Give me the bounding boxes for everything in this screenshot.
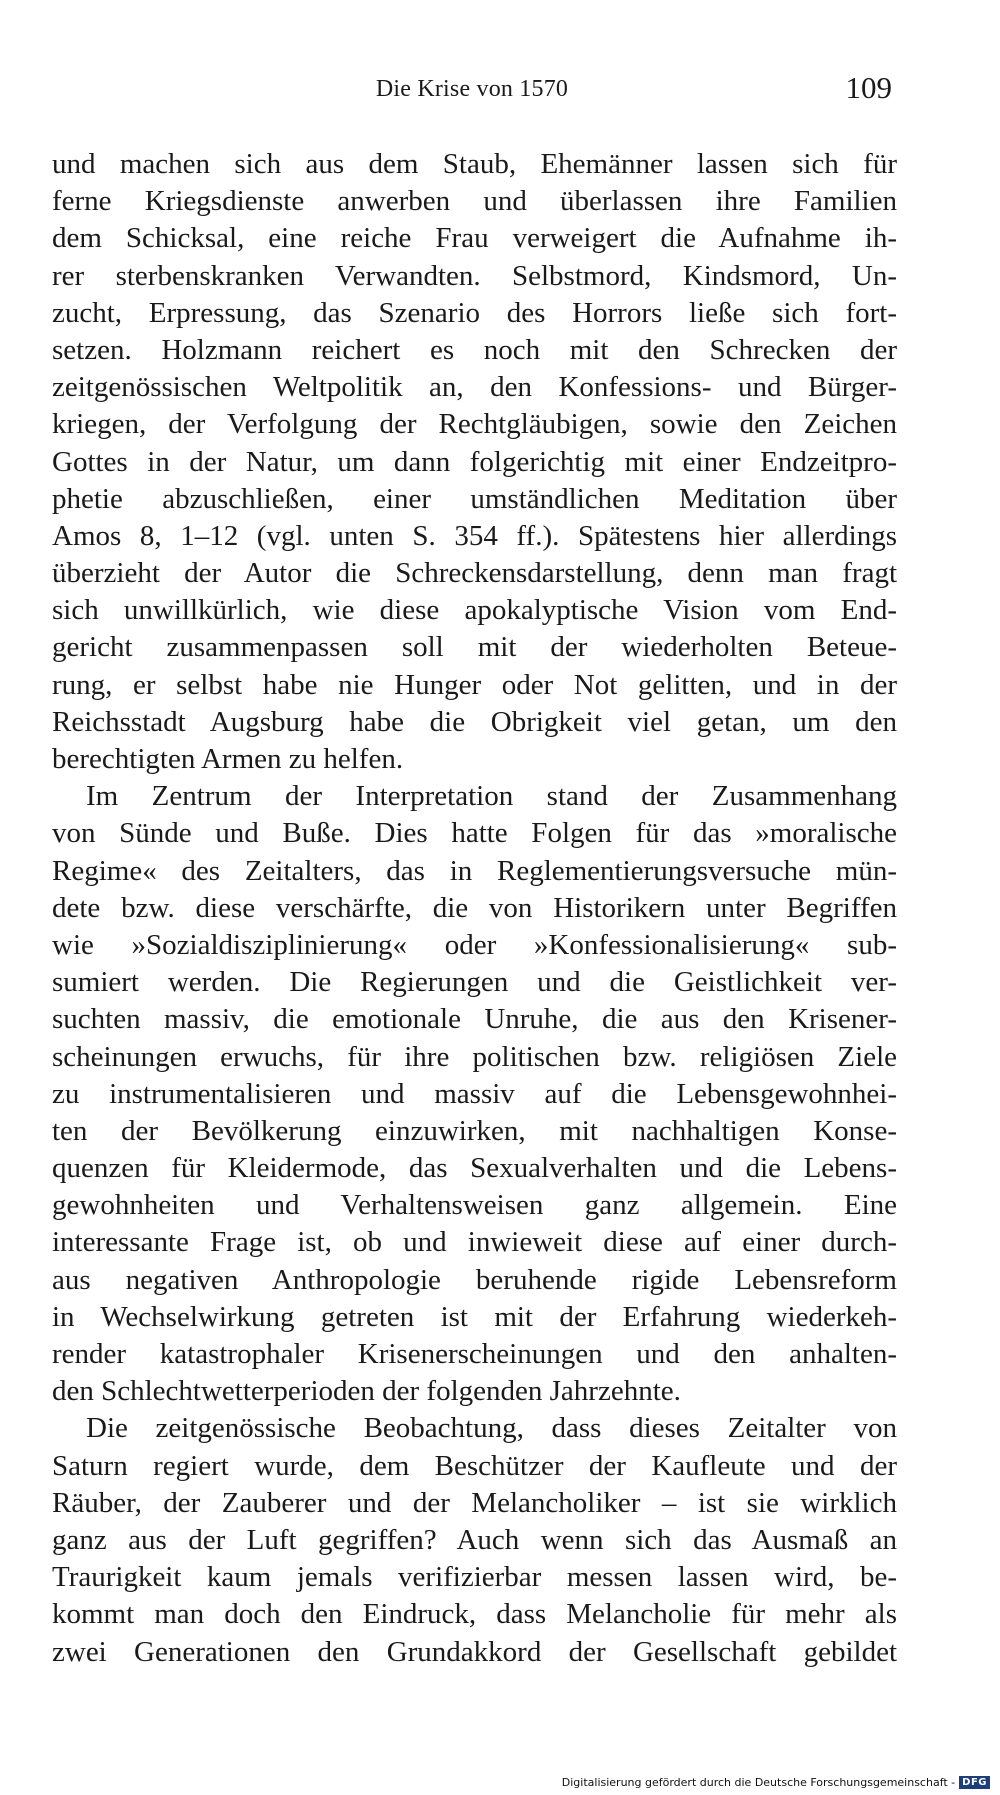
text-line: von Sünde und Buße. Dies hatte Folgen für das »moralische <box>52 817 897 850</box>
running-title: Die Krise von 1570 <box>375 76 569 102</box>
credit-text: Digitalisierung gefördert durch die Deutsche Forschungsgemeinschaft - <box>561 1776 956 1789</box>
text-line: ten der Bevölkerung einzuwirken, mit nachhaltigen Konse- <box>52 1114 897 1147</box>
text-line: wie »Sozialdisziplinierung« oder »Konfessionalisierung« sub- <box>52 928 897 961</box>
text-line: scheinungen erwuchs, für ihre politischen bzw. religiösen Ziele <box>52 1040 897 1073</box>
text-line: rung, er selbst habe nie Hunger oder Not gelitten, und in der <box>52 668 897 701</box>
text-line: kommt man doch den Eindruck, dass Melancholie für mehr als <box>52 1598 897 1631</box>
body-text <box>52 146 897 1671</box>
text-line: Traurigkeit kaum jemals verifizierbar messen lassen wird, be- <box>52 1561 897 1594</box>
text-line: ferne Kriegsdienste anwerben und überlassen ihre Familien <box>52 185 897 218</box>
text-line: gewohnheiten und Verhaltensweisen ganz allgemein. Eine <box>52 1189 897 1222</box>
text-line: und machen sich aus dem Staub, Ehemänner lassen sich für <box>52 148 897 180</box>
text-line: Saturn regiert wurde, dem Beschützer der Kaufleute und der <box>52 1449 897 1482</box>
text-line: phetie abzuschließen, einer umständlichen Meditation über <box>52 482 897 515</box>
text-line: zu instrumentalisieren und massiv auf die Lebensgewohnhei- <box>52 1077 897 1110</box>
text-line: suchten massiv, die emotionale Unruhe, die aus den Krisener- <box>52 1003 897 1036</box>
text-line: quenzen für Kleidermode, das Sexualverhalten und die Lebens- <box>52 1152 897 1185</box>
paragraph-start-line: Die zeitgenössische Beobachtung, dass dieses Zeitalter von <box>86 1412 897 1445</box>
text-line: Räuber, der Zauberer und der Melancholiker – ist sie wirklich <box>52 1486 897 1519</box>
text-line: interessante Frage ist, ob und inwieweit diese auf einer durch- <box>52 1226 897 1259</box>
text-line: kriegen, der Verfolgung der Rechtgläubigen, sowie den Zeichen <box>52 408 897 441</box>
paragraph-end-line: berechtigten Armen zu helfen. <box>52 743 404 775</box>
running-head <box>52 70 892 110</box>
text-line: überzieht der Autor die Schreckensdarstellung, denn man fragt <box>52 557 897 590</box>
text-line: zeitgenössischen Weltpolitik an, den Konfessions- und Bürger- <box>52 371 897 404</box>
text-line: dete bzw. diese verschärfte, die von Historikern unter Begriffen <box>52 891 897 924</box>
text-line: Regime« des Zeitalters, das in Reglementierungsversuche mün- <box>52 854 897 887</box>
paragraph-start-line: Im Zentrum der Interpretation stand der Zusammenhang <box>86 780 897 813</box>
text-line: Reichsstadt Augsburg habe die Obrigkeit viel getan, um den <box>52 705 897 738</box>
page-number: 109 <box>845 70 892 105</box>
text-line: gericht zusammenpassen soll mit der wiederholten Beteue- <box>52 631 897 664</box>
text-line: Amos 8, 1–12 (vgl. unten S. 354 ff.). Spätestens hier allerdings <box>52 519 897 552</box>
text-line: sumiert werden. Die Regierungen und die Geistlichkeit ver- <box>52 966 897 999</box>
dfg-logo: DFG <box>959 1776 990 1789</box>
text-line: zucht, Erpressung, das Szenario des Horrors ließe sich fort- <box>52 296 897 329</box>
text-line: ganz aus der Luft gegriffen? Auch wenn sich das Ausmaß an <box>52 1523 897 1556</box>
text-line: aus negativen Anthropologie beruhende rigide Lebensreform <box>52 1263 897 1296</box>
text-line: in Wechselwirkung getreten ist mit der Erfahrung wiederkeh- <box>52 1300 897 1333</box>
text-line: rer sterbenskranken Verwandten. Selbstmord, Kindsmord, Un- <box>52 259 897 292</box>
digitization-credit <box>562 1776 990 1789</box>
paragraph-end-line: den Schlechtwetterperioden der folgenden Jahrzehnte. <box>52 1375 681 1408</box>
text-line: setzen. Holzmann reichert es noch mit den Schrecken der <box>52 333 897 366</box>
text-line: render katastrophaler Krisenerscheinungen und den anhalten- <box>52 1338 897 1370</box>
text-line: dem Schicksal, eine reiche Frau verweigert die Aufnahme ih- <box>52 222 897 255</box>
text-line: Gottes in der Natur, um dann folgerichtig mit einer Endzeitpro- <box>52 445 897 478</box>
text-line: zwei Generationen den Grundakkord der Gesellschaft gebildet <box>52 1635 897 1668</box>
text-line: sich unwillkürlich, wie diese apokalyptische Vision vom End- <box>52 594 897 627</box>
